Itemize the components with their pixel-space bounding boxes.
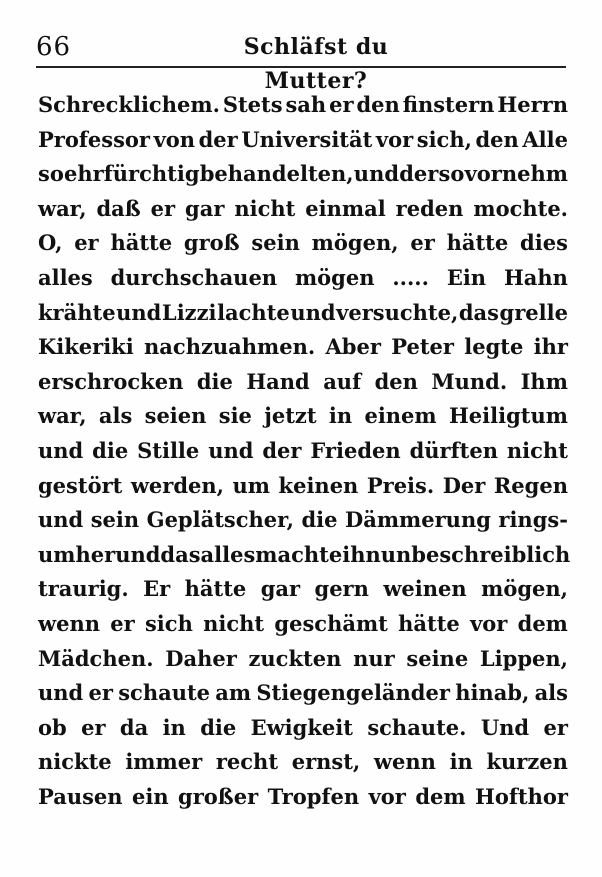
word: wenn — [38, 610, 100, 636]
word: Herrn — [497, 92, 568, 117]
word: mögen, — [311, 230, 399, 256]
word: Kikeriki — [38, 334, 134, 360]
word: Heiligtum — [448, 403, 568, 429]
text-line — [38, 607, 568, 642]
word: die — [301, 507, 338, 533]
word: reden — [395, 195, 464, 221]
word: er — [150, 195, 176, 221]
word: er — [110, 610, 135, 636]
word: Der — [442, 472, 486, 498]
word: hinab, — [455, 680, 530, 706]
word: Hahn — [503, 264, 568, 290]
word: und — [115, 541, 161, 567]
word: großer — [178, 783, 259, 809]
word: Tropfen — [267, 783, 360, 809]
text-line — [38, 365, 568, 400]
word: das — [160, 541, 201, 567]
word: er — [410, 230, 435, 256]
word: hätte — [184, 576, 247, 602]
word: er — [329, 92, 354, 117]
word: auf — [323, 368, 362, 394]
page-header — [36, 30, 566, 94]
word: Und — [480, 714, 530, 740]
text-line — [38, 399, 568, 434]
text-line — [38, 538, 571, 573]
word: die — [196, 368, 233, 394]
word: so — [38, 161, 64, 187]
word: den — [475, 126, 519, 152]
word: sich, — [416, 126, 472, 152]
word: und — [116, 299, 162, 325]
word: die — [92, 437, 129, 463]
word: weinen — [383, 576, 467, 602]
word: als — [98, 403, 133, 429]
word: immer — [125, 749, 203, 775]
word: keinen — [278, 472, 359, 498]
word: hätte — [398, 610, 460, 636]
word: ehrfürchtig — [64, 161, 200, 187]
text-line — [38, 296, 568, 331]
word: der — [198, 126, 238, 152]
word: das — [458, 299, 499, 325]
word: war, — [38, 403, 87, 429]
word: einmal — [305, 195, 386, 221]
word: ihr — [533, 334, 568, 360]
text-line — [38, 745, 568, 780]
word: vor — [470, 610, 508, 636]
word: dies — [520, 230, 568, 256]
word: Stiegengeländer — [256, 680, 450, 706]
word: Stille — [137, 437, 200, 463]
word: einem — [364, 403, 437, 429]
word: hätte — [110, 230, 173, 256]
word: so — [438, 161, 465, 187]
word: lachte — [217, 299, 290, 325]
word: Aber — [325, 334, 381, 360]
word: vor — [375, 126, 414, 152]
text-line — [38, 261, 568, 296]
text-line — [38, 192, 568, 227]
word: dem — [517, 610, 568, 636]
word: Hofthor — [475, 783, 568, 809]
word: nicht — [506, 437, 568, 463]
word: werden, — [130, 472, 224, 498]
word: sein — [90, 507, 140, 533]
word: gestört — [38, 472, 123, 498]
text-line — [38, 711, 568, 746]
word: er — [543, 714, 568, 740]
word: O, — [38, 230, 63, 256]
word: nicht — [234, 195, 296, 221]
word: und — [208, 437, 254, 463]
word: nur — [353, 645, 395, 671]
word: am — [215, 680, 252, 706]
word: dem — [415, 783, 466, 809]
text-line — [38, 642, 568, 677]
text-line — [38, 503, 568, 538]
word: der — [399, 161, 439, 187]
word: legte — [464, 334, 524, 360]
word: Hand — [246, 368, 310, 394]
word: recht — [215, 749, 279, 775]
word: mögen, — [481, 576, 568, 602]
word: behandelten, — [199, 161, 354, 187]
word: da — [119, 714, 149, 740]
word: Mund. — [431, 368, 508, 394]
word: in — [449, 749, 473, 775]
word: machte — [255, 541, 343, 567]
word: grelle — [499, 299, 568, 325]
text-line — [38, 676, 568, 711]
word: gern — [314, 576, 369, 602]
word: Ihm — [520, 368, 568, 394]
text-line — [38, 572, 568, 607]
word: wenn — [373, 749, 436, 775]
word: Geplätscher, — [146, 507, 294, 533]
word: Daher — [165, 645, 237, 671]
word: durchschauen — [110, 264, 278, 290]
word: erschrocken — [38, 368, 184, 394]
word: gar — [185, 195, 225, 221]
word: kurzen — [486, 749, 568, 775]
word: vornehm — [464, 161, 568, 187]
word: er — [74, 230, 99, 256]
body-text — [38, 88, 571, 814]
text-line — [38, 157, 568, 192]
word: war, — [38, 195, 87, 221]
word: Schrecklichem. — [38, 92, 220, 117]
text-line — [38, 88, 568, 123]
word: mochte. — [473, 195, 568, 221]
word: dürften — [409, 437, 498, 463]
word: unbeschreiblich — [380, 541, 571, 567]
header-rule — [36, 66, 566, 68]
word: Mädchen. — [38, 645, 154, 671]
word: als — [534, 680, 568, 706]
word: in — [162, 714, 186, 740]
word: nicht — [203, 610, 265, 636]
word: Pausen — [38, 783, 123, 809]
word: Universität — [241, 126, 373, 152]
word: traurig. — [38, 576, 129, 602]
word: ob — [38, 714, 67, 740]
word: schaute — [118, 680, 211, 706]
word: und — [353, 161, 400, 187]
word: er — [81, 714, 106, 740]
word: krähte — [38, 299, 116, 325]
word: und — [38, 507, 84, 533]
word: und — [290, 299, 336, 325]
word: geschämt — [274, 610, 388, 636]
word: jetzt — [264, 403, 317, 429]
running-title: Schläfst du Mutter? — [243, 34, 389, 94]
word: Lizzi — [161, 299, 217, 325]
word: Peter — [391, 334, 454, 360]
word: rings- — [498, 507, 568, 533]
word: groß — [183, 230, 240, 256]
word: seien — [144, 403, 207, 429]
word: ernst, — [291, 749, 361, 775]
word: ihn — [342, 541, 381, 567]
word: Professor — [38, 126, 150, 152]
word: die — [200, 714, 237, 740]
word: umher — [38, 541, 116, 567]
text-line — [38, 123, 568, 158]
word: er — [88, 680, 113, 706]
word: nachzuahmen. — [144, 334, 316, 360]
word: in — [328, 403, 353, 429]
word: sein — [251, 230, 300, 256]
word: Ein — [446, 264, 487, 290]
word: und — [38, 437, 84, 463]
word: und — [38, 680, 84, 706]
word: gar — [260, 576, 301, 602]
word: alles — [200, 541, 256, 567]
word: Stets — [222, 92, 283, 117]
word: seine — [406, 645, 469, 671]
word: der — [262, 437, 302, 463]
text-line — [38, 469, 568, 504]
word: finstern — [402, 92, 495, 117]
word: sie — [218, 403, 252, 429]
word: Frieden — [310, 437, 401, 463]
word: von — [153, 126, 196, 152]
word: schaute. — [367, 714, 467, 740]
word: Dämmerung — [345, 507, 491, 533]
word: den — [374, 368, 418, 394]
word: ein — [132, 783, 169, 809]
word: Ewigkeit — [250, 714, 353, 740]
word: um — [232, 472, 271, 498]
word: Regen — [493, 472, 568, 498]
word: mögen — [294, 264, 375, 290]
word: den — [356, 92, 400, 117]
word: sah — [285, 92, 327, 117]
word: versuchte, — [336, 299, 459, 325]
text-line — [38, 434, 568, 469]
word: nickte — [38, 749, 112, 775]
page-number: 66 — [36, 32, 72, 62]
text-line — [38, 226, 568, 261]
text-line — [38, 330, 568, 365]
word: Er — [143, 576, 171, 602]
word: Lippen, — [479, 645, 568, 671]
word: Preis. — [366, 472, 435, 498]
word: zuckten — [248, 645, 342, 671]
text-line — [38, 780, 568, 815]
word: hätte — [446, 230, 509, 256]
word: alles — [38, 264, 93, 290]
word: ..... — [392, 264, 429, 290]
word: vor — [368, 783, 406, 809]
word: Alle — [522, 126, 568, 152]
word: daß — [96, 195, 141, 221]
word: sich — [144, 610, 193, 636]
